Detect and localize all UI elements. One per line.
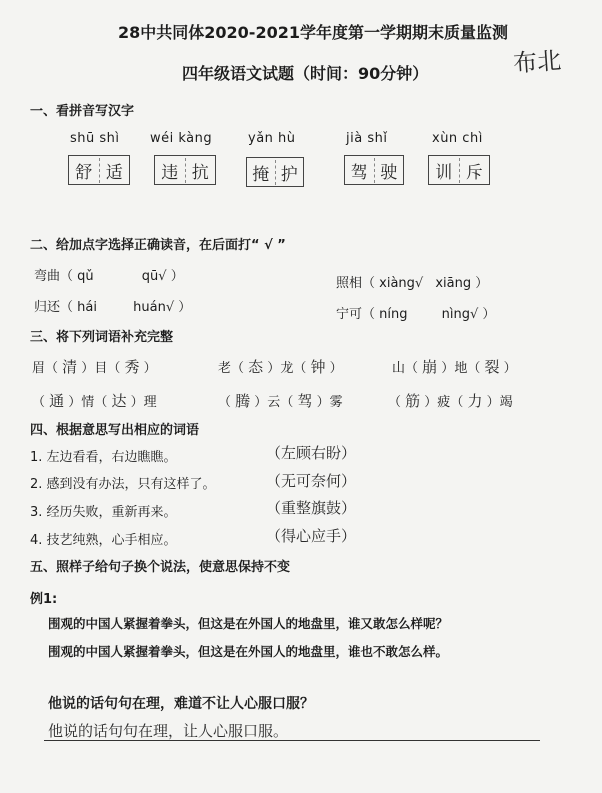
char-4b: 驶	[374, 158, 404, 183]
idiom-1b-char2: 龙	[280, 361, 294, 376]
section2-heading: 二、给加点字选择正确读音，在后面打“ √ ”	[30, 238, 286, 253]
answer-1: 左顾右盼	[281, 444, 342, 462]
idiom-1b-answer2[interactable]: 钟	[310, 358, 326, 376]
example-sentence-1: 围观的中国人紧握着拳头，但这是在外国人的地盘里，谁又敢怎么样呢？	[48, 616, 449, 631]
idiom-2a-answer1[interactable]: 通	[49, 392, 65, 410]
example-label: 例1:	[30, 592, 58, 607]
section3-heading: 三、将下列词语补充完整	[30, 330, 174, 345]
question-sentence: 他说的话句句在理，难道不让人心服口服？	[48, 696, 314, 712]
answer-4: 得心应手	[281, 527, 342, 545]
idiom-2b-char1: 云	[267, 395, 281, 410]
idiom-row1-b: 老（ 态 ）龙（ 钟 ）	[218, 358, 343, 376]
answer-2: 无可奈何	[281, 472, 342, 490]
section1-heading: 一、看拼音写汉字	[30, 104, 135, 119]
word-3: 照相	[336, 276, 363, 291]
section5-heading: 五、照样子给句子换个说法，使意思保持不变	[30, 560, 291, 575]
word-2-opt2[interactable]: huán	[133, 300, 166, 315]
idiom-1b-char1: 老	[218, 361, 232, 376]
meaning-4-num: 4.	[30, 533, 43, 548]
meaning-1-num: 1.	[30, 450, 43, 465]
char-5a: 训	[435, 162, 453, 183]
idiom-1c-char2: 地	[454, 361, 468, 376]
word-2-check: √	[165, 300, 175, 315]
student-name: 布北	[512, 46, 563, 78]
idiom-1a-char2: 目	[94, 361, 108, 376]
idiom-1b-answer1[interactable]: 态	[248, 358, 264, 376]
reading-row-2: 归还（ hái huán√ ）	[34, 300, 192, 315]
idiom-2c-char1: 疲	[437, 395, 451, 410]
meaning-3	[30, 501, 177, 520]
example-sentence-2: 围观的中国人紧握着拳头，但这是在外国人的地盘里，谁也不敢怎么样。	[48, 644, 449, 659]
idiom-2b-answer2[interactable]: 驾	[297, 392, 313, 410]
reading-row-4: 宁可（ níng nìng√ ）	[336, 307, 496, 322]
idiom-2c-answer1[interactable]: 筋	[405, 392, 421, 410]
char-4a: 驾	[350, 162, 368, 183]
idiom-row2-b: （ 腾 ）云（ 驾 ）雾	[218, 392, 343, 410]
section4-heading: 四、根据意思写出相应的词语	[30, 423, 200, 438]
idiom-2c-answer2[interactable]: 力	[467, 392, 483, 410]
word-1: 弯曲	[34, 269, 61, 284]
pinyin-1: shū shì	[70, 131, 120, 146]
word-3-opt1[interactable]: xiàng	[379, 276, 415, 291]
char-1a: 舒	[75, 162, 93, 183]
meaning-3-text: 经历失败，重新再来。	[46, 505, 177, 520]
idiom-2b-char2: 雾	[329, 395, 343, 410]
word-2-opt1[interactable]: hái	[77, 300, 97, 315]
word-2: 归还	[34, 300, 61, 315]
meaning-2	[30, 473, 216, 492]
idiom-row2-a: （ 通 ）情（ 达 ）理	[32, 392, 157, 410]
answer-3-field[interactable]: （重整旗鼓）	[266, 499, 357, 517]
idiom-2a-char2: 理	[143, 395, 157, 410]
char-box-2[interactable]	[154, 155, 216, 185]
pinyin-2: wéi kàng	[150, 131, 213, 146]
word-4-check: √	[469, 307, 479, 322]
idiom-row1-a: 眉（ 清 ）目（ 秀 ）	[32, 358, 157, 376]
char-box-3[interactable]	[246, 157, 304, 187]
meaning-2-text: 感到没有办法，只有这样了。	[46, 477, 216, 492]
char-box-5[interactable]	[428, 155, 490, 185]
idiom-1c-char1: 山	[392, 361, 406, 376]
meaning-1-text: 左边看看，右边瞧瞧。	[46, 450, 177, 465]
answer-2-field[interactable]: （无可奈何）	[266, 472, 357, 490]
reading-row-3: 照相（ xiàng√ xiāng ）	[336, 276, 489, 291]
reading-row-1: 弯曲（ qǔ qū√ ）	[34, 269, 184, 284]
exam-title: 28中共同体2020-2021学年度第一学期期末质量监测	[118, 23, 508, 42]
meaning-3-num: 3.	[30, 505, 43, 520]
idiom-1c-answer1[interactable]: 崩	[422, 358, 438, 376]
char-box-4[interactable]	[344, 155, 404, 185]
word-1-opt2[interactable]: qū	[141, 269, 159, 284]
word-4: 宁可	[336, 307, 363, 322]
idiom-1a-char1: 眉	[32, 361, 46, 376]
meaning-1	[30, 446, 177, 465]
char-box-1[interactable]	[68, 155, 130, 185]
meaning-4	[30, 529, 177, 548]
idiom-2a-answer2[interactable]: 达	[111, 392, 127, 410]
word-1-opt1[interactable]: qǔ	[77, 269, 94, 284]
exam-subtitle: 四年级语文试题（时间：90分钟）	[182, 64, 429, 83]
answer-sentence[interactable]: 他说的话句句在理，让人心服口服。	[48, 722, 289, 740]
pinyin-4: jià shǐ	[346, 131, 388, 146]
word-4-opt2[interactable]: nìng	[441, 307, 470, 322]
idiom-2b-answer1[interactable]: 腾	[235, 392, 251, 410]
word-4-opt1[interactable]: níng	[379, 307, 408, 322]
char-5b: 斥	[459, 158, 490, 183]
meaning-2-num: 2.	[30, 477, 43, 492]
word-3-check: √	[414, 276, 424, 291]
answer-1-field[interactable]: （左顾右盼）	[266, 444, 357, 462]
word-3-opt2[interactable]: xiāng	[435, 276, 472, 291]
char-2b: 抗	[185, 158, 216, 183]
char-3b: 护	[275, 160, 304, 185]
answer-3: 重整旗鼓	[281, 499, 342, 517]
idiom-2c-char2: 竭	[499, 395, 513, 410]
pinyin-5: xùn chì	[432, 131, 483, 146]
answer-4-field[interactable]: （得心应手）	[266, 527, 357, 545]
idiom-1a-answer2[interactable]: 秀	[124, 358, 140, 376]
char-1b: 适	[99, 158, 130, 183]
answer-underline	[44, 740, 540, 741]
char-3a: 掩	[252, 164, 270, 185]
word-1-check: √	[158, 269, 167, 284]
meaning-4-text: 技艺纯熟，心手相应。	[46, 533, 177, 548]
idiom-row1-c: 山（ 崩 ）地（ 裂 ）	[392, 358, 517, 376]
idiom-1a-answer1[interactable]: 清	[62, 358, 78, 376]
char-2a: 违	[161, 162, 179, 183]
idiom-1c-answer2[interactable]: 裂	[484, 358, 500, 376]
pinyin-3: yǎn hù	[248, 131, 296, 146]
idiom-2a-char1: 情	[81, 395, 95, 410]
idiom-row2-c: （ 筋 ）疲（ 力 ）竭	[388, 392, 513, 410]
